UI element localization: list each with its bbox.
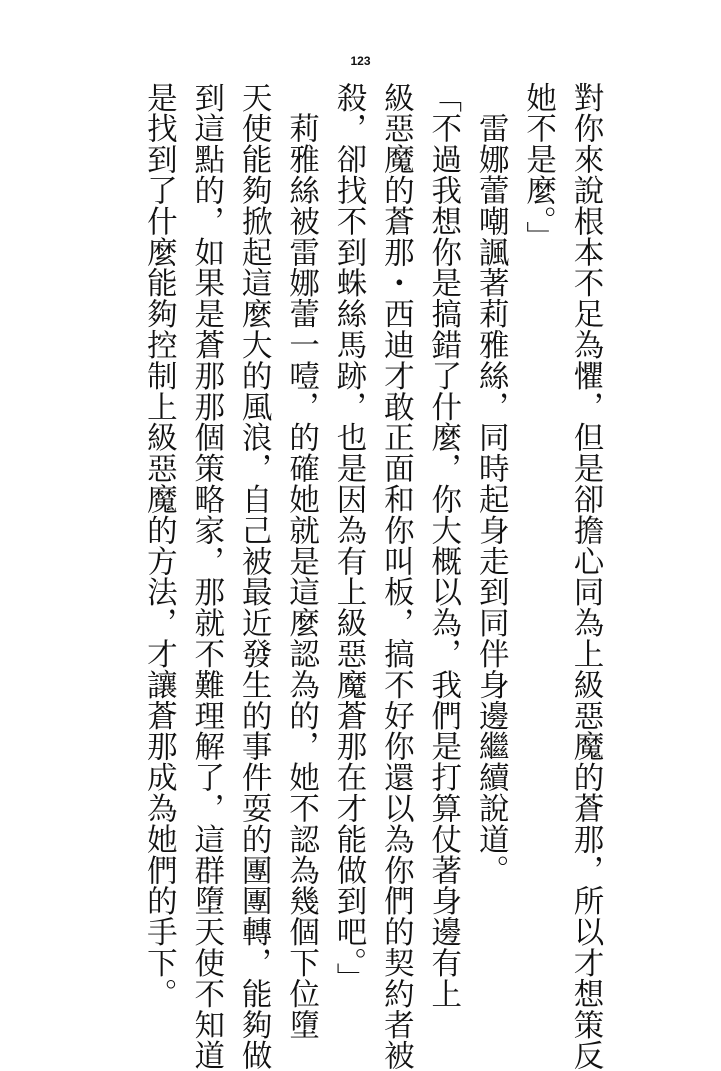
text-column: 殺，卻找不到蛛絲馬跡，也是因為有上級惡魔蒼那在才能做到吧。」 — [330, 82, 366, 994]
text-column: 「不過我想你是搞錯了什麼，你大概以為，我們是打算仗著身邊有上 — [425, 82, 461, 1009]
novel-text-body — [135, 82, 609, 1071]
text-column: 到這點的，如果是蒼那那個策略家，那就不難理解了，這群墮天使不知道 — [188, 82, 224, 1071]
text-column: 莉雅絲被雷娜蕾一噎，的確她就是這麼認為的，她不認為幾個下位墮 — [283, 82, 319, 1040]
text-column: 雷娜蕾嘲諷著莉雅絲，同時起身走到同伴身邊繼續說道。 — [473, 82, 509, 886]
text-column: 是找到了什麼能夠控制上級惡魔的方法，才讓蒼那成為她們的手下。 — [141, 82, 177, 1009]
text-column: 她不是麼。」 — [520, 82, 556, 253]
text-column: 級惡魔的蒼那・西迪才敢正面和你叫板，搞不好你還以為你們的契約者被 — [378, 82, 414, 1071]
page-number: 123 — [350, 54, 371, 68]
text-column: 對你來說根本不足為懼，但是卻擔心同為上級惡魔的蒼那，所以才想策反 — [568, 82, 603, 1071]
text-column: 天使能夠掀起這麼大的風浪，自己被最近發生的事件耍的團團轉，能夠做 — [236, 82, 272, 1071]
